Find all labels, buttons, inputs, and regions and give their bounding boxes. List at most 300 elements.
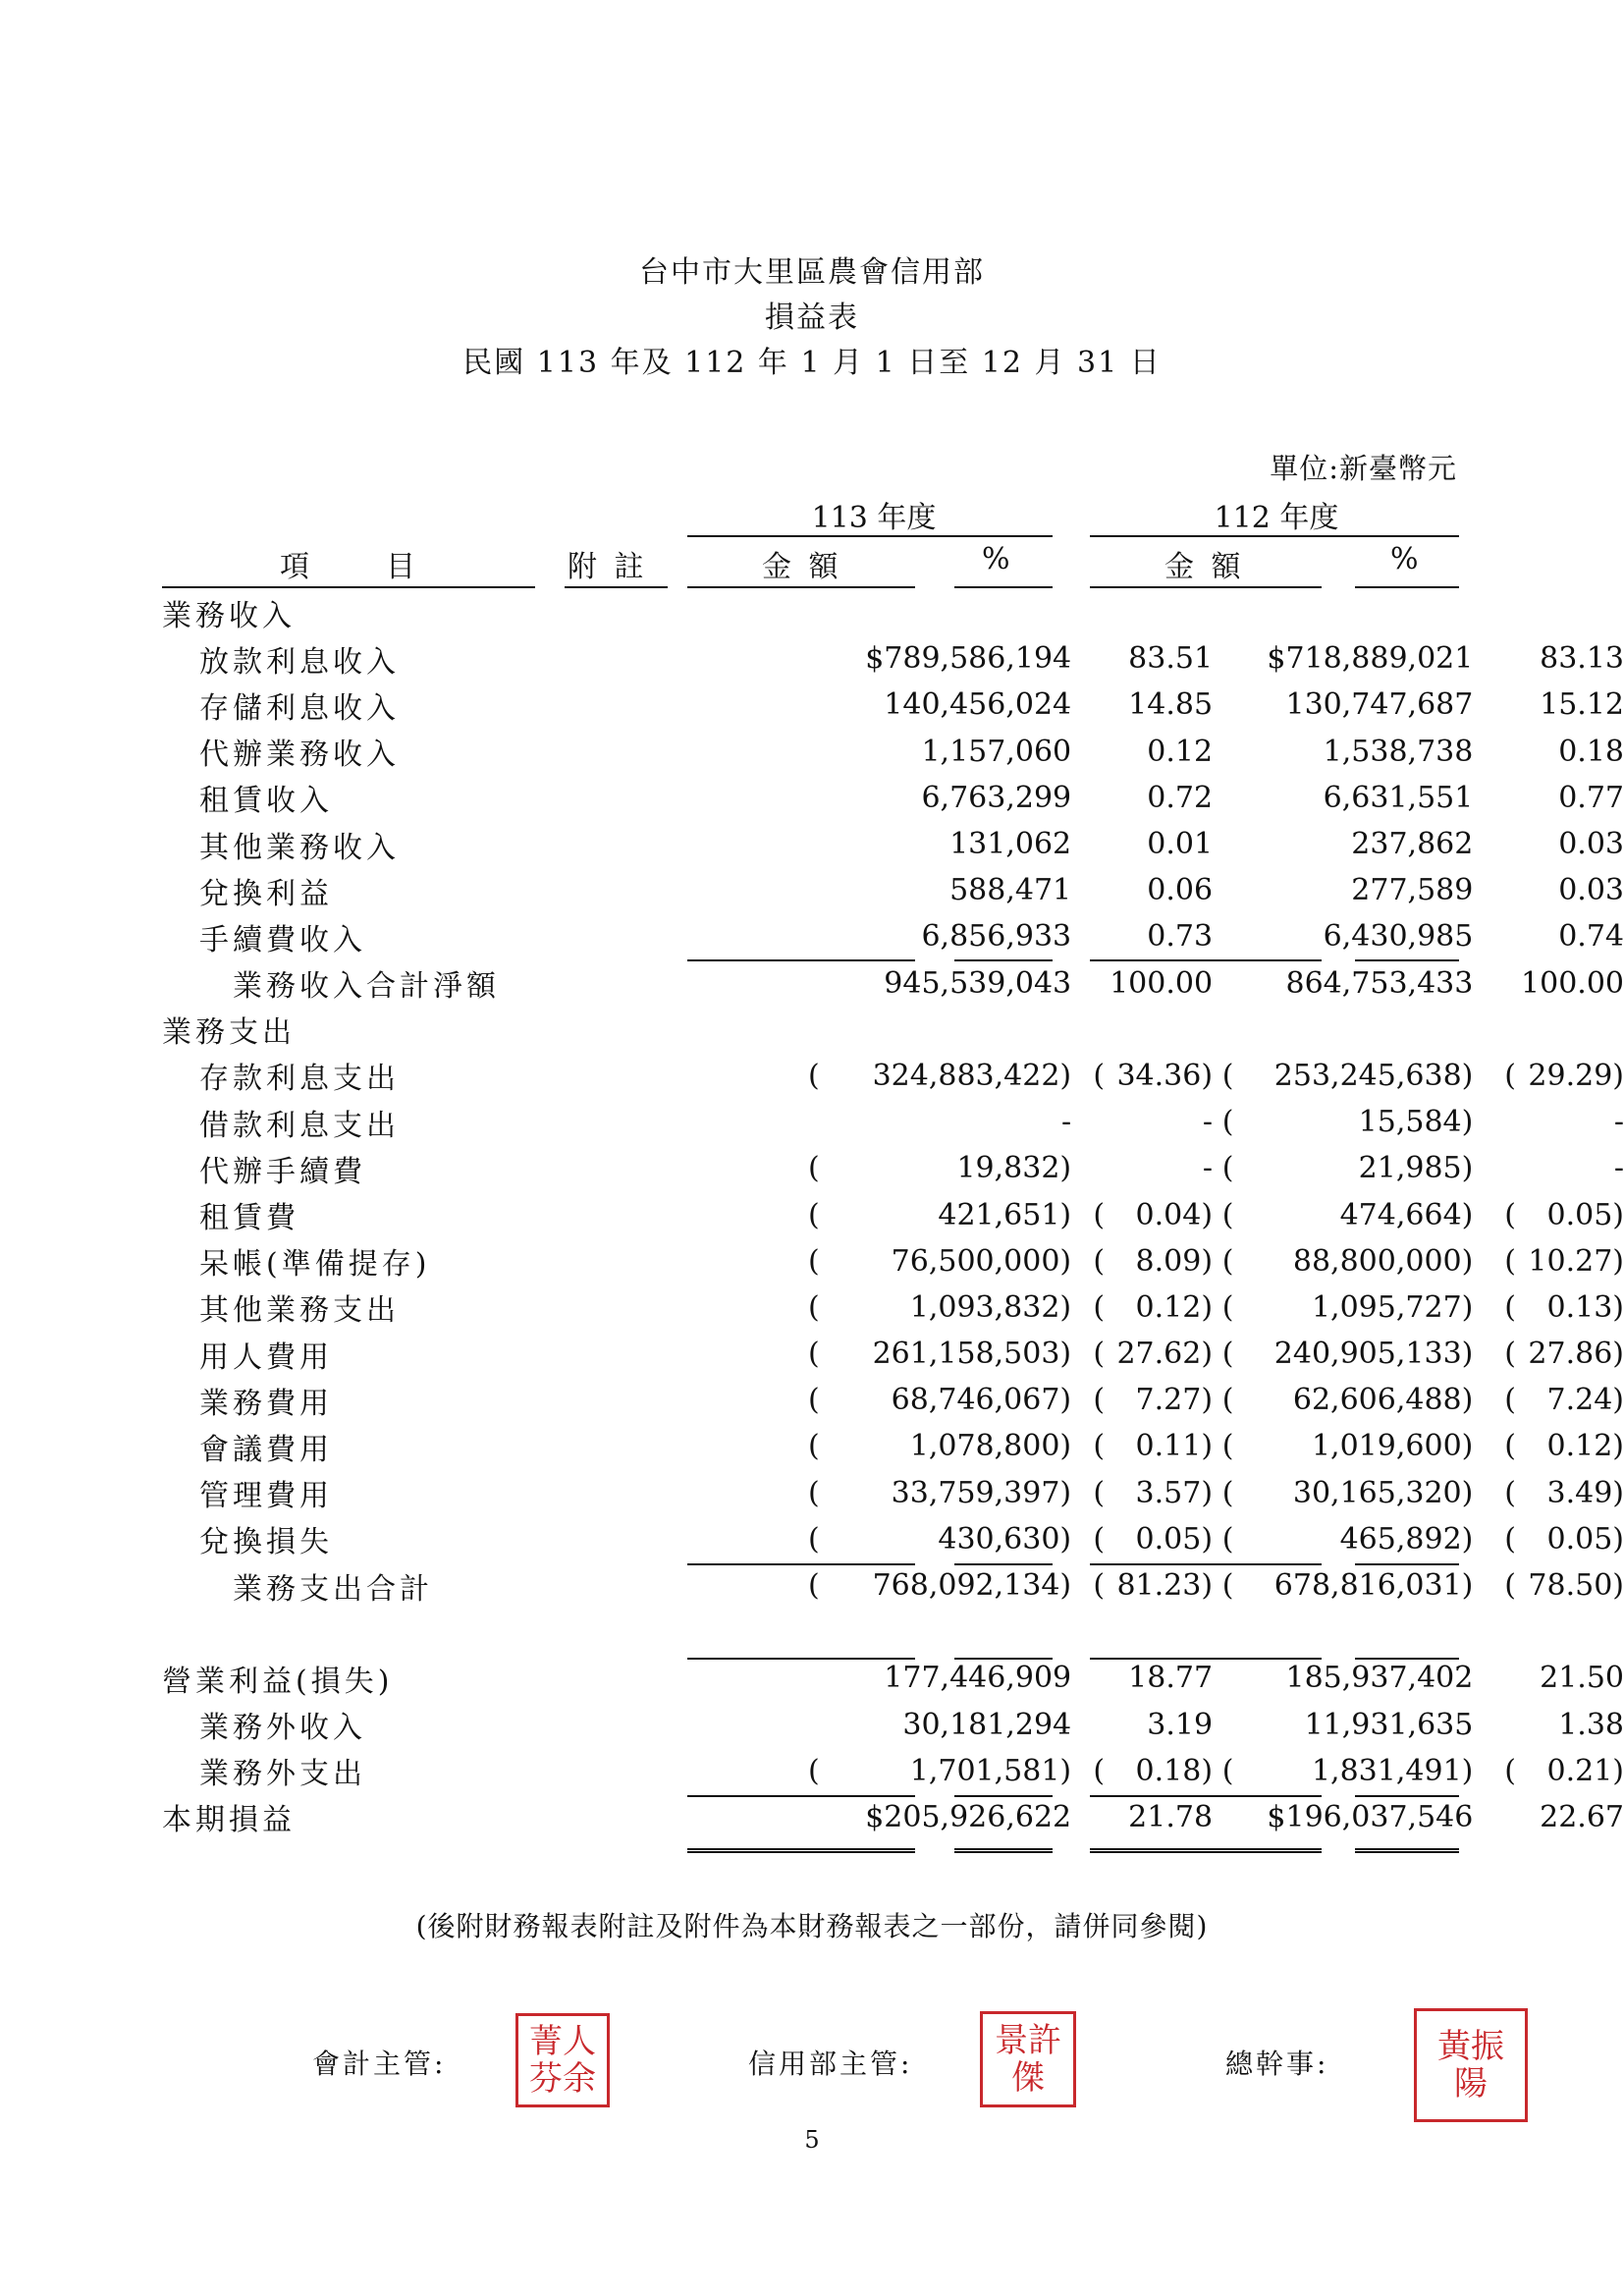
- amount-current: [830, 589, 1072, 635]
- column-gap: [1071, 1007, 1088, 1053]
- open-paren-percent-prior: [1499, 867, 1521, 913]
- column-gap: [1213, 1099, 1222, 1145]
- open-paren-percent-prior: (: [1504, 1753, 1516, 1788]
- percent-prior: [1521, 589, 1624, 635]
- percent-prior: 1.38: [1558, 1707, 1624, 1742]
- column-gap: [1213, 1284, 1222, 1331]
- column-gap: [1473, 1748, 1499, 1794]
- amount-current: 68,746,067): [891, 1383, 1072, 1418]
- column-gap: [1071, 1191, 1088, 1237]
- row-label: 業務收入: [162, 598, 296, 633]
- row-note: [657, 1516, 808, 1562]
- percent-current: 3.19: [1147, 1707, 1214, 1742]
- column-gap: [1213, 1655, 1222, 1701]
- column-gap: [1473, 729, 1499, 775]
- statement-row: [162, 821, 1624, 867]
- column-gap: [1473, 1331, 1499, 1377]
- open-paren-percent-prior: [1499, 775, 1521, 821]
- operating-rule-pct-prior: [1355, 1658, 1459, 1660]
- percent-current: 0.18): [1135, 1753, 1214, 1788]
- statement-row: [162, 1053, 1624, 1099]
- percent-prior: 0.12): [1546, 1429, 1624, 1464]
- seal-general-manager: 黃振 陽: [1414, 2008, 1528, 2122]
- percent-prior: 78.50): [1528, 1568, 1624, 1604]
- statement-row: [162, 1423, 1624, 1469]
- open-paren-percent-prior: [1499, 1794, 1521, 1840]
- column-gap: [1071, 1702, 1088, 1748]
- open-paren-percent-prior: [1499, 682, 1521, 728]
- open-paren-amount: (: [807, 1243, 820, 1279]
- open-paren-amount: [808, 960, 830, 1007]
- percent-current: [1110, 1007, 1213, 1053]
- row-note: [657, 1191, 808, 1237]
- open-paren-amount: [808, 589, 830, 635]
- seal-credit-head: 景許 傑: [980, 2011, 1076, 2107]
- item-heading: 項 目: [280, 550, 421, 584]
- row-note: [657, 867, 808, 913]
- row-note: [657, 1099, 808, 1145]
- currency-unit: 單位:新臺幣元: [1270, 452, 1457, 485]
- percent-current: 83.51: [1128, 641, 1214, 677]
- open-paren-percent: [1088, 913, 1110, 959]
- seal-accounting: 菁人 芬余: [515, 2013, 610, 2107]
- percent-current: 0.06: [1147, 873, 1214, 908]
- open-paren-amount-prior: (: [1221, 1197, 1234, 1232]
- amount-current: 945,539,043: [884, 965, 1072, 1001]
- statement-row: [162, 960, 1624, 1007]
- amount-current: 768,092,134): [872, 1568, 1072, 1604]
- open-paren-amount-prior: [1222, 1007, 1244, 1053]
- open-paren-percent: (: [1093, 1475, 1106, 1510]
- row-label: 存儲利息收入: [199, 690, 400, 726]
- percent-prior: 3.49): [1546, 1475, 1624, 1510]
- percent-prior: 10.27): [1528, 1243, 1624, 1279]
- open-paren-amount-prior: [1222, 1702, 1244, 1748]
- column-gap: [1071, 635, 1088, 682]
- row-note: [657, 1145, 808, 1191]
- open-paren-percent-prior: (: [1504, 1475, 1516, 1510]
- open-paren-amount: (: [807, 1475, 820, 1510]
- total-double-rule-pct: [954, 1848, 1053, 1853]
- open-paren-percent: [1088, 775, 1110, 821]
- row-note: [657, 1655, 808, 1701]
- column-gap: [1473, 1516, 1499, 1562]
- column-gap: [1473, 1609, 1499, 1655]
- open-paren-amount-prior: (: [1221, 1058, 1234, 1093]
- row-note: [657, 1609, 808, 1655]
- column-gap: [1473, 821, 1499, 867]
- statement-row: [162, 1284, 1624, 1331]
- column-gap: [1213, 1053, 1222, 1099]
- open-paren-amount: [808, 821, 830, 867]
- open-paren-percent-prior: (: [1504, 1197, 1516, 1232]
- percent-current: -: [1202, 1105, 1214, 1140]
- percent-current: 0.11): [1135, 1429, 1214, 1464]
- amount-current: -: [1061, 1105, 1072, 1140]
- column-gap: [1071, 1053, 1088, 1099]
- open-paren-percent-prior: (: [1504, 1429, 1516, 1464]
- open-paren-amount-prior: [1222, 775, 1244, 821]
- statement-row: [162, 589, 1624, 635]
- column-gap: [1071, 960, 1088, 1007]
- percent-current: 8.09): [1135, 1243, 1214, 1279]
- open-paren-percent-prior: (: [1504, 1337, 1516, 1372]
- open-paren-percent: (: [1093, 1429, 1106, 1464]
- open-paren-amount-prior: (: [1221, 1568, 1234, 1604]
- column-gap: [1473, 1377, 1499, 1423]
- row-label: 放款利息收入: [199, 644, 400, 680]
- row-note: [657, 1470, 808, 1516]
- open-paren-percent-prior: [1499, 635, 1521, 682]
- open-paren-percent: (: [1093, 1197, 1106, 1232]
- amount-header-rule-current: [687, 586, 915, 588]
- percent-heading-current: %: [982, 542, 1010, 576]
- operating-rule-amt-prior: [1090, 1658, 1322, 1660]
- open-paren-percent-prior: (: [1504, 1289, 1516, 1325]
- column-gap: [1071, 1099, 1088, 1145]
- column-gap: [1473, 1191, 1499, 1237]
- column-gap: [1213, 913, 1222, 959]
- column-gap: [1071, 1562, 1088, 1609]
- open-paren-amount: [808, 1007, 830, 1053]
- row-label: 代辦業務收入: [199, 738, 400, 773]
- percent-current: 0.05): [1135, 1521, 1214, 1557]
- report-name: 損益表: [765, 301, 859, 335]
- row-label: 兌換利益: [199, 876, 333, 911]
- column-gap: [1213, 1331, 1222, 1377]
- percent-current: 0.12): [1135, 1289, 1214, 1325]
- open-paren-percent: [1088, 1609, 1110, 1655]
- open-paren-amount-prior: [1222, 635, 1244, 682]
- open-paren-amount-prior: [1222, 1794, 1244, 1840]
- percent-prior: [1521, 1007, 1624, 1053]
- amount-current: 430,630): [938, 1521, 1072, 1557]
- statement-row: [162, 729, 1624, 775]
- percent-current: 3.57): [1135, 1475, 1214, 1510]
- amount-prior: [1243, 589, 1473, 635]
- column-gap: [1213, 1191, 1222, 1237]
- page-number: 5: [804, 2126, 820, 2154]
- row-label: 業務支出合計: [233, 1571, 433, 1607]
- open-paren-amount: (: [807, 1753, 820, 1788]
- amount-current: 1,157,060: [921, 734, 1072, 769]
- open-paren-amount-prior: (: [1221, 1243, 1234, 1279]
- column-gap: [1473, 867, 1499, 913]
- percent-current: 21.78: [1128, 1799, 1214, 1834]
- report-title-block: [0, 250, 1624, 386]
- amount-current: 588,471: [949, 873, 1072, 908]
- open-paren-amount: (: [807, 1151, 820, 1186]
- row-note: [657, 821, 808, 867]
- row-note: [657, 1284, 808, 1331]
- percent-prior: 22.67: [1540, 1799, 1624, 1834]
- statement-row: [162, 1748, 1624, 1794]
- amount-prior: $196,037,546: [1267, 1799, 1474, 1834]
- statement-row: [162, 1145, 1624, 1191]
- column-gap: [1213, 682, 1222, 728]
- subtotal-rule-revenue-pct: [954, 959, 1053, 961]
- amount-current: 421,651): [938, 1197, 1072, 1232]
- column-gap: [1213, 1794, 1222, 1840]
- column-gap: [1473, 682, 1499, 728]
- row-label: 營業利益(損失): [162, 1664, 394, 1699]
- subtotal-rule-expense-pct: [954, 1563, 1053, 1565]
- statement-row: [162, 1099, 1624, 1145]
- amount-prior: 30,165,320): [1292, 1475, 1474, 1510]
- open-paren-amount-prior: (: [1221, 1753, 1234, 1788]
- open-paren-percent: (: [1093, 1289, 1106, 1325]
- amount-prior: 678,816,031): [1273, 1568, 1474, 1604]
- footnote: (後附財務報表附註及附件為本財務報表之一部份，請併同參閱): [415, 1910, 1209, 1942]
- percent-current: 7.27): [1135, 1383, 1214, 1418]
- percent-current: 81.23): [1116, 1568, 1214, 1604]
- open-paren-amount-prior: (: [1221, 1475, 1234, 1510]
- open-paren-percent-prior: [1499, 1655, 1521, 1701]
- signature-credit-head-label: 信用部主管:: [748, 2048, 913, 2080]
- column-gap: [1473, 775, 1499, 821]
- percent-prior: 100.00: [1521, 965, 1624, 1001]
- percent-prior: 0.03: [1558, 873, 1624, 908]
- open-paren-amount: [808, 1099, 830, 1145]
- open-paren-percent: [1088, 960, 1110, 1007]
- statement-row: [162, 1191, 1624, 1237]
- amount-prior: $718,889,021: [1267, 641, 1474, 677]
- column-gap: [1213, 1470, 1222, 1516]
- amount-prior: 15,584): [1358, 1105, 1474, 1140]
- statement-rows: [162, 589, 1624, 1840]
- amount-current: 30,181,294: [902, 1707, 1072, 1742]
- amount-prior: [1243, 1007, 1473, 1053]
- amount-prior: 1,538,738: [1323, 734, 1474, 769]
- row-label: 借款利息支出: [199, 1108, 400, 1143]
- percent-prior: 0.03: [1558, 827, 1624, 862]
- amount-prior: 277,589: [1351, 873, 1474, 908]
- row-label: 業務收入合計淨額: [233, 969, 500, 1005]
- percent-current: 100.00: [1110, 965, 1214, 1001]
- row-note: [657, 589, 808, 635]
- row-note: [657, 1423, 808, 1469]
- amount-current: 324,883,422): [872, 1058, 1072, 1093]
- column-gap: [1213, 1238, 1222, 1284]
- statement-row: [162, 1238, 1624, 1284]
- open-paren-percent: (: [1093, 1521, 1106, 1557]
- open-paren-percent-prior: [1499, 1609, 1521, 1655]
- open-paren-amount: [808, 1702, 830, 1748]
- year-current-heading: 113 年度: [811, 501, 937, 535]
- column-gap: [1213, 821, 1222, 867]
- amount-prior: 237,862: [1351, 827, 1474, 862]
- column-gap: [1213, 960, 1222, 1007]
- org-name: 台中市大里區農會信用部: [639, 255, 985, 290]
- open-paren-amount: [808, 913, 830, 959]
- column-gap: [1071, 1748, 1088, 1794]
- column-gap: [1213, 1516, 1222, 1562]
- column-gap: [1213, 1702, 1222, 1748]
- open-paren-percent-prior: (: [1504, 1521, 1516, 1557]
- open-paren-percent: [1088, 682, 1110, 728]
- statement-row: [162, 1007, 1624, 1053]
- open-paren-percent: [1088, 635, 1110, 682]
- column-gap: [1071, 1145, 1088, 1191]
- statement-row: [162, 1609, 1624, 1655]
- signature-accounting-label: 會計主管:: [312, 2048, 447, 2080]
- percent-prior: 7.24): [1546, 1383, 1624, 1418]
- percent-prior: 0.74: [1558, 919, 1624, 955]
- open-paren-amount-prior: [1222, 913, 1244, 959]
- row-label: 兌換損失: [199, 1525, 333, 1560]
- subtotal-rule-revenue-pct-prior: [1355, 959, 1459, 961]
- percent-current: 0.01: [1147, 827, 1214, 862]
- row-label: [162, 1609, 657, 1655]
- statement-row: [162, 635, 1624, 682]
- nonop-rule-pct: [954, 1795, 1053, 1797]
- column-gap: [1473, 1794, 1499, 1840]
- amount-prior: 253,245,638): [1273, 1058, 1474, 1093]
- column-gap: [1071, 867, 1088, 913]
- open-paren-amount-prior: (: [1221, 1289, 1234, 1325]
- row-note: [657, 1748, 808, 1794]
- income-statement-table: [162, 589, 1624, 1840]
- open-paren-amount-prior: [1222, 960, 1244, 1007]
- percent-current: 27.62): [1116, 1337, 1214, 1372]
- percent-prior: [1521, 1609, 1624, 1655]
- column-gap: [1473, 1423, 1499, 1469]
- statement-row: [162, 1702, 1624, 1748]
- amount-current: 6,856,933: [921, 919, 1072, 955]
- column-gap: [1071, 821, 1088, 867]
- open-paren-amount-prior: [1222, 1609, 1244, 1655]
- row-note: [657, 635, 808, 682]
- percent-prior: -: [1613, 1151, 1624, 1186]
- column-gap: [1213, 1609, 1222, 1655]
- subtotal-rule-expense-amt: [687, 1563, 915, 1565]
- amount-prior: 1,095,727): [1311, 1289, 1474, 1325]
- statement-row: [162, 1470, 1624, 1516]
- amount-current: [830, 1609, 1072, 1655]
- column-gap: [1071, 682, 1088, 728]
- percent-prior: -: [1613, 1105, 1624, 1140]
- amount-prior: 6,631,551: [1323, 780, 1474, 815]
- open-paren-percent-prior: [1499, 729, 1521, 775]
- open-paren-amount-prior: [1222, 682, 1244, 728]
- percent-prior: 0.77: [1558, 780, 1624, 815]
- open-paren-amount: [808, 1655, 830, 1701]
- open-paren-percent-prior: (: [1504, 1243, 1516, 1279]
- open-paren-percent: [1088, 1145, 1110, 1191]
- percent-current: -: [1202, 1151, 1214, 1186]
- open-paren-percent: [1088, 1655, 1110, 1701]
- amount-prior: 6,430,985: [1323, 919, 1474, 955]
- row-note: [657, 1007, 808, 1053]
- row-note: [657, 913, 808, 959]
- column-gap: [1473, 1099, 1499, 1145]
- row-label: 租賃費: [199, 1201, 299, 1236]
- column-gap: [1473, 1007, 1499, 1053]
- amount-prior: 21,985): [1358, 1151, 1474, 1186]
- subtotal-rule-revenue-amt: [687, 959, 915, 961]
- subtotal-rule-expense-amt-prior: [1090, 1563, 1322, 1565]
- open-paren-percent-prior: [1499, 960, 1521, 1007]
- column-gap: [1213, 1377, 1222, 1423]
- statement-row: [162, 775, 1624, 821]
- amount-current: 177,446,909: [884, 1661, 1072, 1696]
- row-label: 其他業務支出: [199, 1293, 400, 1329]
- open-paren-amount-prior: [1222, 867, 1244, 913]
- open-paren-percent: (: [1093, 1243, 1106, 1279]
- row-label: 存款利息支出: [199, 1062, 400, 1097]
- column-gap: [1473, 589, 1499, 635]
- open-paren-amount: (: [807, 1429, 820, 1464]
- row-note: [657, 775, 808, 821]
- open-paren-percent-prior: (: [1504, 1383, 1516, 1418]
- open-paren-amount: [808, 1794, 830, 1840]
- nonop-rule-amt-prior: [1090, 1795, 1322, 1797]
- year-prior-rule: [1090, 535, 1459, 537]
- open-paren-percent: [1088, 867, 1110, 913]
- percent-header-rule-prior: [1355, 586, 1459, 588]
- amount-heading-current: 金 額: [762, 550, 842, 584]
- percent-current: 0.72: [1147, 780, 1214, 815]
- open-paren-amount: (: [807, 1383, 820, 1418]
- open-paren-amount-prior: (: [1221, 1337, 1234, 1372]
- column-gap: [1071, 1794, 1088, 1840]
- column-gap: [1213, 635, 1222, 682]
- row-label: 呆帳(準備提存): [199, 1247, 431, 1283]
- open-paren-percent-prior: [1499, 1007, 1521, 1053]
- row-label: 業務費用: [199, 1386, 333, 1421]
- amount-header-rule-prior: [1090, 586, 1322, 588]
- statement-row: [162, 1516, 1624, 1562]
- item-header-rule: [162, 586, 535, 588]
- open-paren-percent: [1088, 1007, 1110, 1053]
- statement-row: [162, 913, 1624, 959]
- percent-prior: 0.13): [1546, 1289, 1624, 1325]
- amount-prior: 185,937,402: [1285, 1661, 1474, 1696]
- amount-prior: 864,753,433: [1285, 965, 1474, 1001]
- open-paren-percent-prior: [1499, 821, 1521, 867]
- statement-row: [162, 1794, 1624, 1840]
- amount-current: 140,456,024: [884, 687, 1072, 723]
- percent-prior: 21.50: [1540, 1661, 1624, 1696]
- column-gap: [1213, 1145, 1222, 1191]
- percent-current: [1110, 589, 1213, 635]
- signature-general-manager-label: 總幹事:: [1225, 2048, 1329, 2080]
- subtotal-rule-revenue-amt-prior: [1090, 959, 1322, 961]
- amount-current: 19,832): [956, 1151, 1072, 1186]
- row-note: [657, 1053, 808, 1099]
- open-paren-percent-prior: (: [1504, 1568, 1516, 1604]
- open-paren-percent: [1088, 1702, 1110, 1748]
- open-paren-amount-prior: (: [1221, 1521, 1234, 1557]
- open-paren-percent: (: [1093, 1753, 1106, 1788]
- column-gap: [1071, 775, 1088, 821]
- open-paren-percent-prior: [1499, 913, 1521, 959]
- row-note: [657, 1238, 808, 1284]
- statement-row: [162, 682, 1624, 728]
- open-paren-amount: (: [807, 1058, 820, 1093]
- nonop-rule-pct-prior: [1355, 1795, 1459, 1797]
- open-paren-amount-prior: [1222, 821, 1244, 867]
- statement-row: [162, 1562, 1624, 1609]
- row-note: [657, 1794, 808, 1840]
- total-double-rule-amt: [687, 1848, 915, 1853]
- percent-current: 0.12: [1147, 734, 1214, 769]
- row-note: [657, 1331, 808, 1377]
- amount-current: 261,158,503): [872, 1337, 1072, 1372]
- open-paren-amount-prior: (: [1221, 1105, 1234, 1140]
- open-paren-percent: [1088, 589, 1110, 635]
- amount-current: 76,500,000): [891, 1243, 1072, 1279]
